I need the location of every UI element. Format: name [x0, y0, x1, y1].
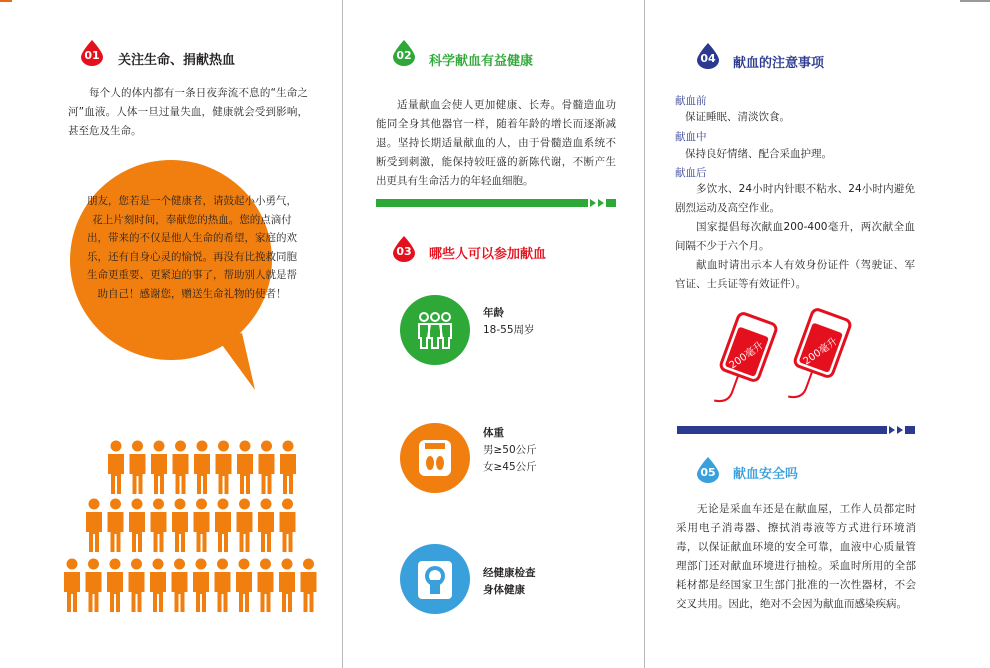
text-during: 保持良好情绪、配合采血护理。 [685, 148, 832, 160]
label-before: 献血前 [675, 95, 707, 107]
text-id: 献血时请出示本人有效身份证件（驾驶证、军官证、士兵证等有效证件）。 [675, 259, 915, 290]
person-figure [129, 499, 145, 553]
section-heading-5: 献血安全吗 [733, 467, 799, 482]
criteria-health [483, 565, 536, 599]
scanner-icon [400, 544, 470, 614]
person-figure [280, 499, 296, 553]
crowd-people-icon [60, 440, 320, 620]
section-badge-04 [697, 43, 719, 69]
person-figure [108, 441, 124, 495]
text-before: 保证睡眠、清淡饮食。 [685, 111, 790, 123]
person-figure [259, 441, 275, 495]
badge-number: 05 [700, 466, 716, 479]
bubble-message: 朋友，您若是一个健康者，请鼓起小小勇气，花上片刻时间，奉献您的热血。您的点滴付出，带来的不仅是他人生命的希望，家庭的欢乐，还有自身心灵的愉悦。再没有比挽救同胞生命更重要、更紧迫的事了，帮助别人就是帮助自己！感谢您，赠送生命礼物的使者！ [87, 195, 297, 300]
person-figure [215, 559, 231, 613]
person-figure [86, 499, 102, 553]
person-figure [236, 559, 252, 613]
label-during: 献血中 [675, 131, 707, 143]
person-figure [64, 559, 80, 613]
text-interval: 国家提倡每次献血200-400毫升，两次献全血间隔不少于六个月。 [675, 221, 915, 252]
person-figure [301, 559, 317, 613]
person-figure [130, 441, 146, 495]
family-icon [400, 295, 470, 365]
section-heading-2: 科学献血有益健康 [429, 54, 534, 69]
person-figure [237, 499, 253, 553]
criteria-value: 18-55周岁 [483, 324, 535, 336]
person-figure [216, 441, 232, 495]
person-figure [194, 441, 210, 495]
criteria-value: 身体健康 [483, 584, 525, 596]
person-figure [193, 559, 209, 613]
section-badge-05 [697, 457, 719, 483]
badge-number: 04 [700, 52, 716, 65]
criteria-age [483, 305, 535, 339]
label-after: 献血后 [675, 167, 707, 179]
badge-number: 03 [396, 245, 412, 258]
safety-paragraph: 无论是采血车还是在献血屋，工作人员都定时采用电子消毒器、擦拭消毒液等方式进行环境消毒，以保证献血环境的安全可靠，血液中心质量管理部门还对献血环境进行抽检。采血时所用的全部耗材都是经国家卫生部门批准的一次性器材，不会交叉共用。因此，绝对不会因为献血而感染疾病。 [676, 503, 916, 610]
badge-number: 02 [396, 49, 412, 62]
section-badge-02 [393, 40, 415, 66]
intro-paragraph: 每个人的体内都有一条日夜奔流不息的“生命之河”血液。人体一旦过量失血，健康就会受到影响，甚至危及生命。 [68, 87, 308, 137]
person-figure [172, 559, 188, 613]
person-figure [151, 441, 167, 495]
criteria-title: 经健康检查 [483, 567, 536, 579]
person-figure [129, 559, 145, 613]
section-badge-03 [393, 236, 415, 262]
criteria-weight [483, 425, 537, 476]
person-figure [151, 499, 167, 553]
navy-divider-bar [677, 426, 915, 434]
person-figure [194, 499, 210, 553]
bag-volume-label: 200毫升 [801, 336, 840, 368]
green-divider-bar [376, 199, 616, 207]
criteria-title: 体重 [483, 427, 504, 439]
person-figure [258, 559, 274, 613]
text-after: 多饮水、24小时内针眼不粘水、24小时内避免剧烈运动及高空作业。 [675, 183, 915, 214]
badge-number: 01 [84, 49, 100, 62]
person-figure [258, 499, 274, 553]
person-figure [173, 441, 189, 495]
section-heading-1: 关注生命、捐献热血 [118, 53, 236, 68]
person-figure [237, 441, 253, 495]
person-figure [86, 559, 102, 613]
scale-icon [400, 423, 470, 493]
person-figure [280, 441, 296, 495]
criteria-title: 年龄 [483, 307, 504, 319]
person-figure [107, 559, 123, 613]
criteria-value: 男≥50公斤 [483, 444, 537, 456]
person-figure [279, 559, 295, 613]
section-badge-01 [81, 40, 103, 66]
person-figure [215, 499, 231, 553]
bag-volume-label: 200毫升 [727, 340, 766, 372]
blood-bag-icon [710, 300, 870, 410]
section-heading-4: 献血的注意事项 [733, 56, 825, 71]
section-heading-3: 哪些人可以参加献血 [429, 247, 547, 262]
person-figure [108, 499, 124, 553]
person-figure [150, 559, 166, 613]
person-figure [172, 499, 188, 553]
criteria-value: 女≥45公斤 [483, 461, 537, 473]
health-paragraph: 适量献血会使人更加健康、长寿。骨髓造血功能同全身其他器官一样，随着年龄的增长而逐渐减退。坚持长期适量献血的人，由于骨髓造血系统不断受到刺激，能保持较旺盛的新陈代谢，不断产生出更具有生命活力的年轻血细胞。 [376, 99, 616, 187]
